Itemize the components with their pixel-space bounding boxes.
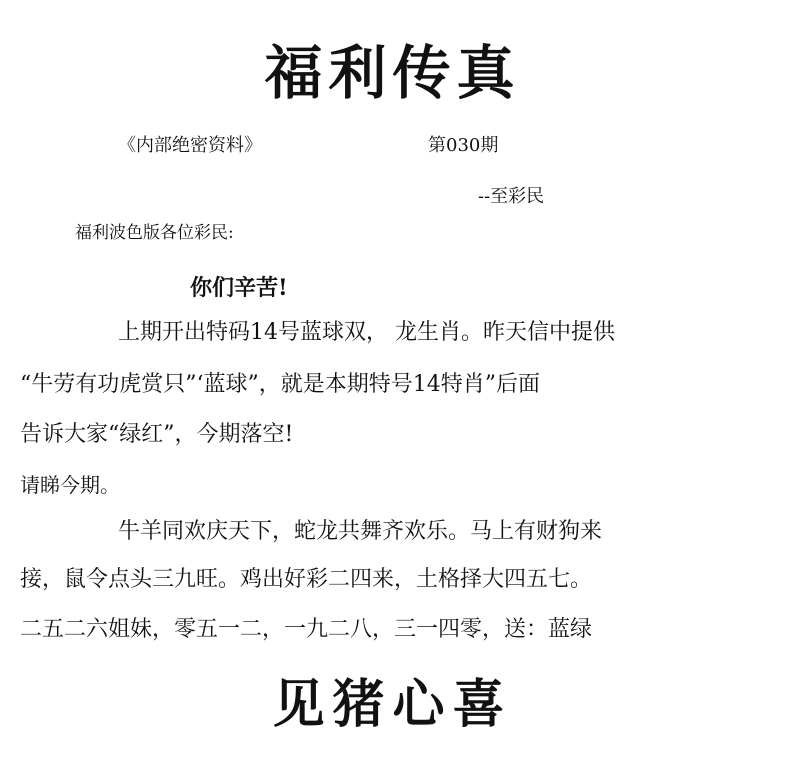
body-line-3: 告诉大家“绿红”，今期落空!	[20, 422, 294, 447]
body-line-4: 请睇今期。	[20, 473, 120, 497]
salutation: 福利波色版各位彩民:	[75, 223, 234, 243]
greeting: 你们辛苦!	[190, 275, 288, 301]
author-line: --至彩民	[478, 186, 545, 207]
source-label: 《内部绝密资料》	[118, 135, 262, 156]
closing-slogan: 见猪心喜	[272, 674, 513, 735]
body-line-5: 牛羊同欢庆天下，蛇龙共舞齐欢乐。马上有财狗来	[118, 519, 603, 544]
body-line-2: “牛劳有功虎赏只”‘蓝球”，就是本期特号14特肖”后面	[20, 372, 540, 397]
body-line-1: 上期开出特码14号蓝球双， 龙生肖。昨天信中提供	[118, 320, 615, 345]
issue-number: 第030期	[428, 135, 499, 156]
body-line-7: 二五二六姐妹，零五一二，一九二八，三一四零，送：蓝绿	[20, 617, 593, 642]
document-title: 福利传真	[264, 39, 521, 107]
body-line-6: 接，鼠令点头三九旺。鸡出好彩二四来，土格择大四五七。	[20, 567, 593, 592]
